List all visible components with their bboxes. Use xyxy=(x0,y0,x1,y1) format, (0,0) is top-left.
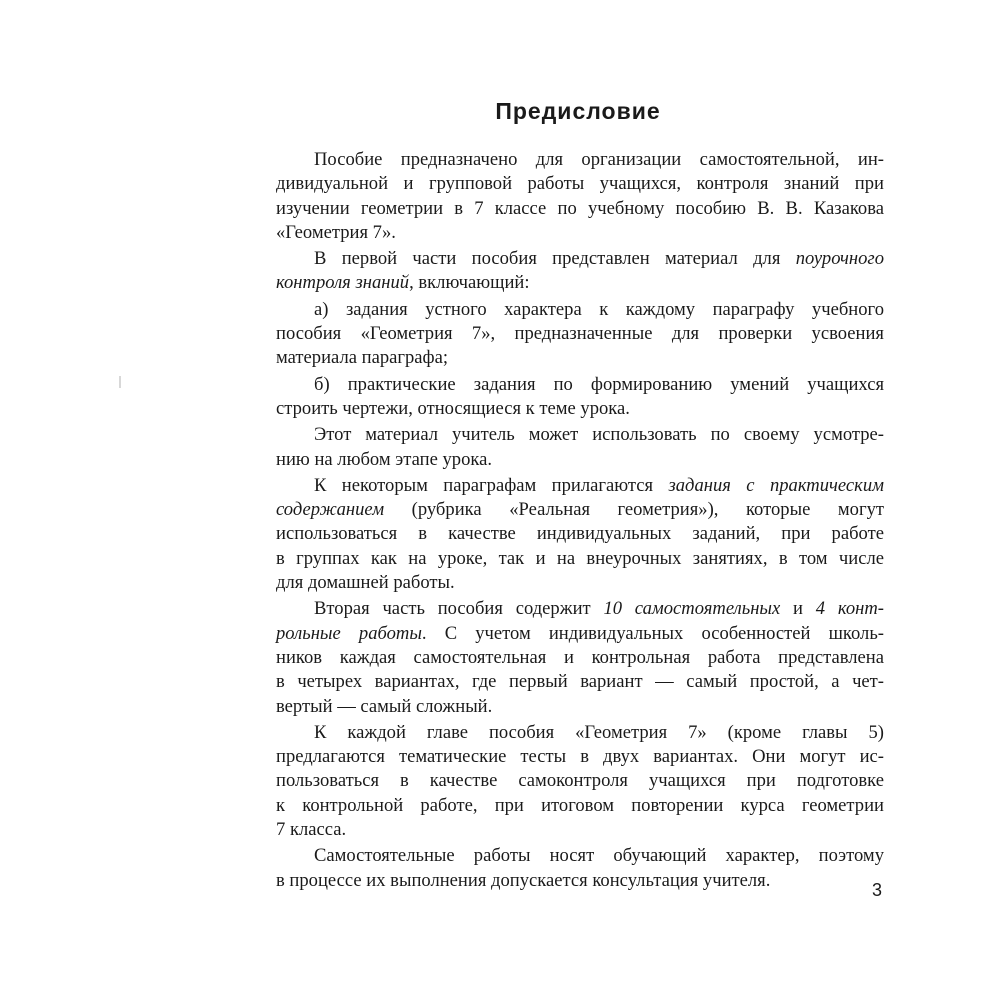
text-line: Пособие предназначено для организации самостоятельной, ин- xyxy=(314,149,884,170)
scan-speck xyxy=(119,376,121,388)
text-line: пользоваться в качестве самоконтроля учащихся при подготовке xyxy=(276,770,884,792)
text-line: ников каждая самостоятельная и контрольная работа представлена xyxy=(276,646,884,668)
text-line: для домашней работы. xyxy=(276,572,455,594)
text-line: а) задания устного характера к каждому параграфу учебного xyxy=(314,298,884,320)
page-title: Предисловие xyxy=(495,98,661,124)
italic-term: контроля знаний xyxy=(276,272,410,294)
italic-term: поурочного xyxy=(795,248,884,270)
text-span: К некоторым параграфам прилагаются xyxy=(314,474,669,496)
text-line xyxy=(276,474,884,498)
italic-term: содержанием xyxy=(276,499,385,521)
text-line xyxy=(276,597,884,621)
text-line: пособия «Геометрия 7», предназначенные для проверки усвоения xyxy=(276,323,884,345)
text-span: (рубрика «Реальная геометрия»), которые могут xyxy=(384,499,884,521)
text-span: . С учетом индивидуальных особенностей школь- xyxy=(421,622,884,644)
text-line: «Геометрия 7». xyxy=(276,221,396,243)
italic-term: 10 самостоятельных xyxy=(603,598,781,620)
text-span: и xyxy=(780,598,816,620)
text-span: В первой части пособия представлен материал для xyxy=(314,248,796,270)
text-line: Этот материал учитель может использовать по своему усмотре- xyxy=(314,424,884,446)
italic-term: рольные работы xyxy=(276,622,422,644)
text-line: в процессе их выполнения допускается консультация учителя. xyxy=(276,869,771,891)
text-span: , включающий: xyxy=(409,272,530,294)
text-line: строить чертежи, относящиеся к теме урока. xyxy=(276,397,630,419)
text-line xyxy=(276,247,884,271)
text-line: 7 класса. xyxy=(276,819,347,841)
italic-term: задания с практическим xyxy=(668,474,885,496)
text-line: в группах как на уроке, так и на внеурочных занятиях, в том числе xyxy=(276,547,884,569)
italic-term: 4 конт- xyxy=(815,598,885,620)
text-line: использоваться в качестве индивидуальных заданий, при работе xyxy=(276,523,884,545)
page-number: 3 xyxy=(872,880,883,900)
text-line xyxy=(276,622,884,646)
text-line xyxy=(276,271,884,295)
text-line: Самостоятельные работы носят обучающий характер, поэтому xyxy=(314,845,884,867)
text-span: Вторая часть пособия содержит xyxy=(314,598,604,620)
text-line xyxy=(276,498,884,522)
text-line: б) практические задания по формированию умений учащихся xyxy=(314,373,884,395)
text-line: в четырех вариантах, где первый вариант — самый простой, а чет- xyxy=(276,671,884,693)
text-line: К каждой главе пособия «Геометрия 7» (кроме главы 5) xyxy=(314,721,884,743)
text-line: к контрольной работе, при итоговом повторении курса геометрии xyxy=(276,794,884,816)
text-line: изучении геометрии в 7 классе по учебному пособию В. В. Казакова xyxy=(276,197,884,219)
text-line: дивидуальной и групповой работы учащихся, контроля знаний при xyxy=(276,173,884,195)
text-line: вертый — самый сложный. xyxy=(276,695,493,717)
text-line: нию на любом этапе урока. xyxy=(276,448,493,470)
text-line: предлагаются тематические тесты в двух вариантах. Они могут ис- xyxy=(276,746,884,768)
text-line: материала параграфа; xyxy=(276,347,449,369)
preface-body xyxy=(276,148,884,893)
